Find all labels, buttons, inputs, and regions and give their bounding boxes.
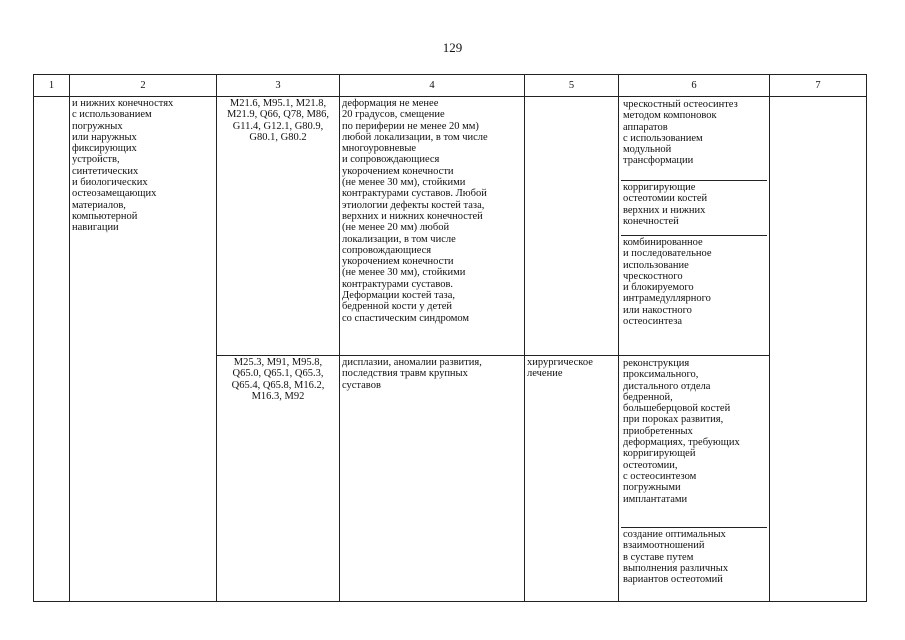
header-col-7: 7 bbox=[770, 75, 867, 97]
row2-col6-item: создание оптимальных взаимоотношений в суставе путем выполнения различных вариантов остеотомий bbox=[623, 529, 729, 586]
row1-col6-item: чрескостный остеосинтез методом компоновок аппаратов с использованием модульной трансформации bbox=[621, 98, 767, 181]
row1-col6-item: корригирующие остеотомии костей верхних и нижних конечностей bbox=[621, 181, 767, 236]
header-col-3: 3 bbox=[217, 75, 340, 97]
header-col-4: 4 bbox=[340, 75, 525, 97]
row1-col6-item: комбинированное и последовательное использование чрескостного и блокируемого интрамедуллярного или накостного остеосинтеза bbox=[623, 237, 712, 328]
row2-col3-codes: M25.3, M91, M95.8, Q65.0, Q65.1, Q65.3, Q65.4, Q65.8, M16.2, M16.3, M92 bbox=[217, 356, 340, 602]
row2-col6-item: реконструкция проксимального, дистального отдела бедренной, большеберцовой костей при пороках развития, приобретенных деформациях, требующих корригирующей остеотомии, с остеосинтезом погружными имплантатами bbox=[621, 357, 767, 528]
row2-col5-treatment: хирургическое лечение bbox=[525, 356, 619, 602]
row1-col5-treatment bbox=[525, 97, 619, 356]
header-col-5: 5 bbox=[525, 75, 619, 97]
row1-col3-codes: M21.6, M95.1, M21.8, M21.9, Q66, Q78, M86, G11.4, G12.1, G80.9, G80.1, G80.2 bbox=[217, 97, 340, 356]
table-header-row bbox=[34, 75, 867, 97]
row1-col7 bbox=[770, 97, 867, 602]
row1-col6-methods bbox=[619, 97, 770, 356]
table-row bbox=[34, 97, 867, 356]
medical-care-table bbox=[33, 74, 867, 602]
header-col-2: 2 bbox=[70, 75, 217, 97]
header-col-6: 6 bbox=[619, 75, 770, 97]
row2-col4-model: дисплазии, аномалии развития, последствия травм крупных суставов bbox=[340, 356, 525, 602]
page-number: 129 bbox=[442, 40, 463, 55]
row1-col1 bbox=[34, 97, 70, 602]
row1-col4-model: деформация не менее 20 градусов, смещение по периферии не менее 20 мм) любой локализации, в том числе многоуровневые и сопровождающиеся укорочением конечности (не менее 30 мм), стойкими контрактурами суставов. Любой этиологии дефекты костей таза, верхних и нижних конечностей (не менее 20 мм) любой локализации, в том числе сопровождающиеся укорочением конечности (не менее 30 мм), стойкими контрактурами суставов. Деформации костей таза, бедренной кости у детей со спастическим синдромом bbox=[340, 97, 525, 356]
row2-col6-methods bbox=[619, 356, 770, 602]
row1-col2-method: и нижних конечностях с использованием погружных или наружных фиксирующих устройств, синтетических и биологических остеозамещающих материалов, компьютерной навигации bbox=[70, 97, 217, 602]
header-col-1: 1 bbox=[34, 75, 70, 97]
